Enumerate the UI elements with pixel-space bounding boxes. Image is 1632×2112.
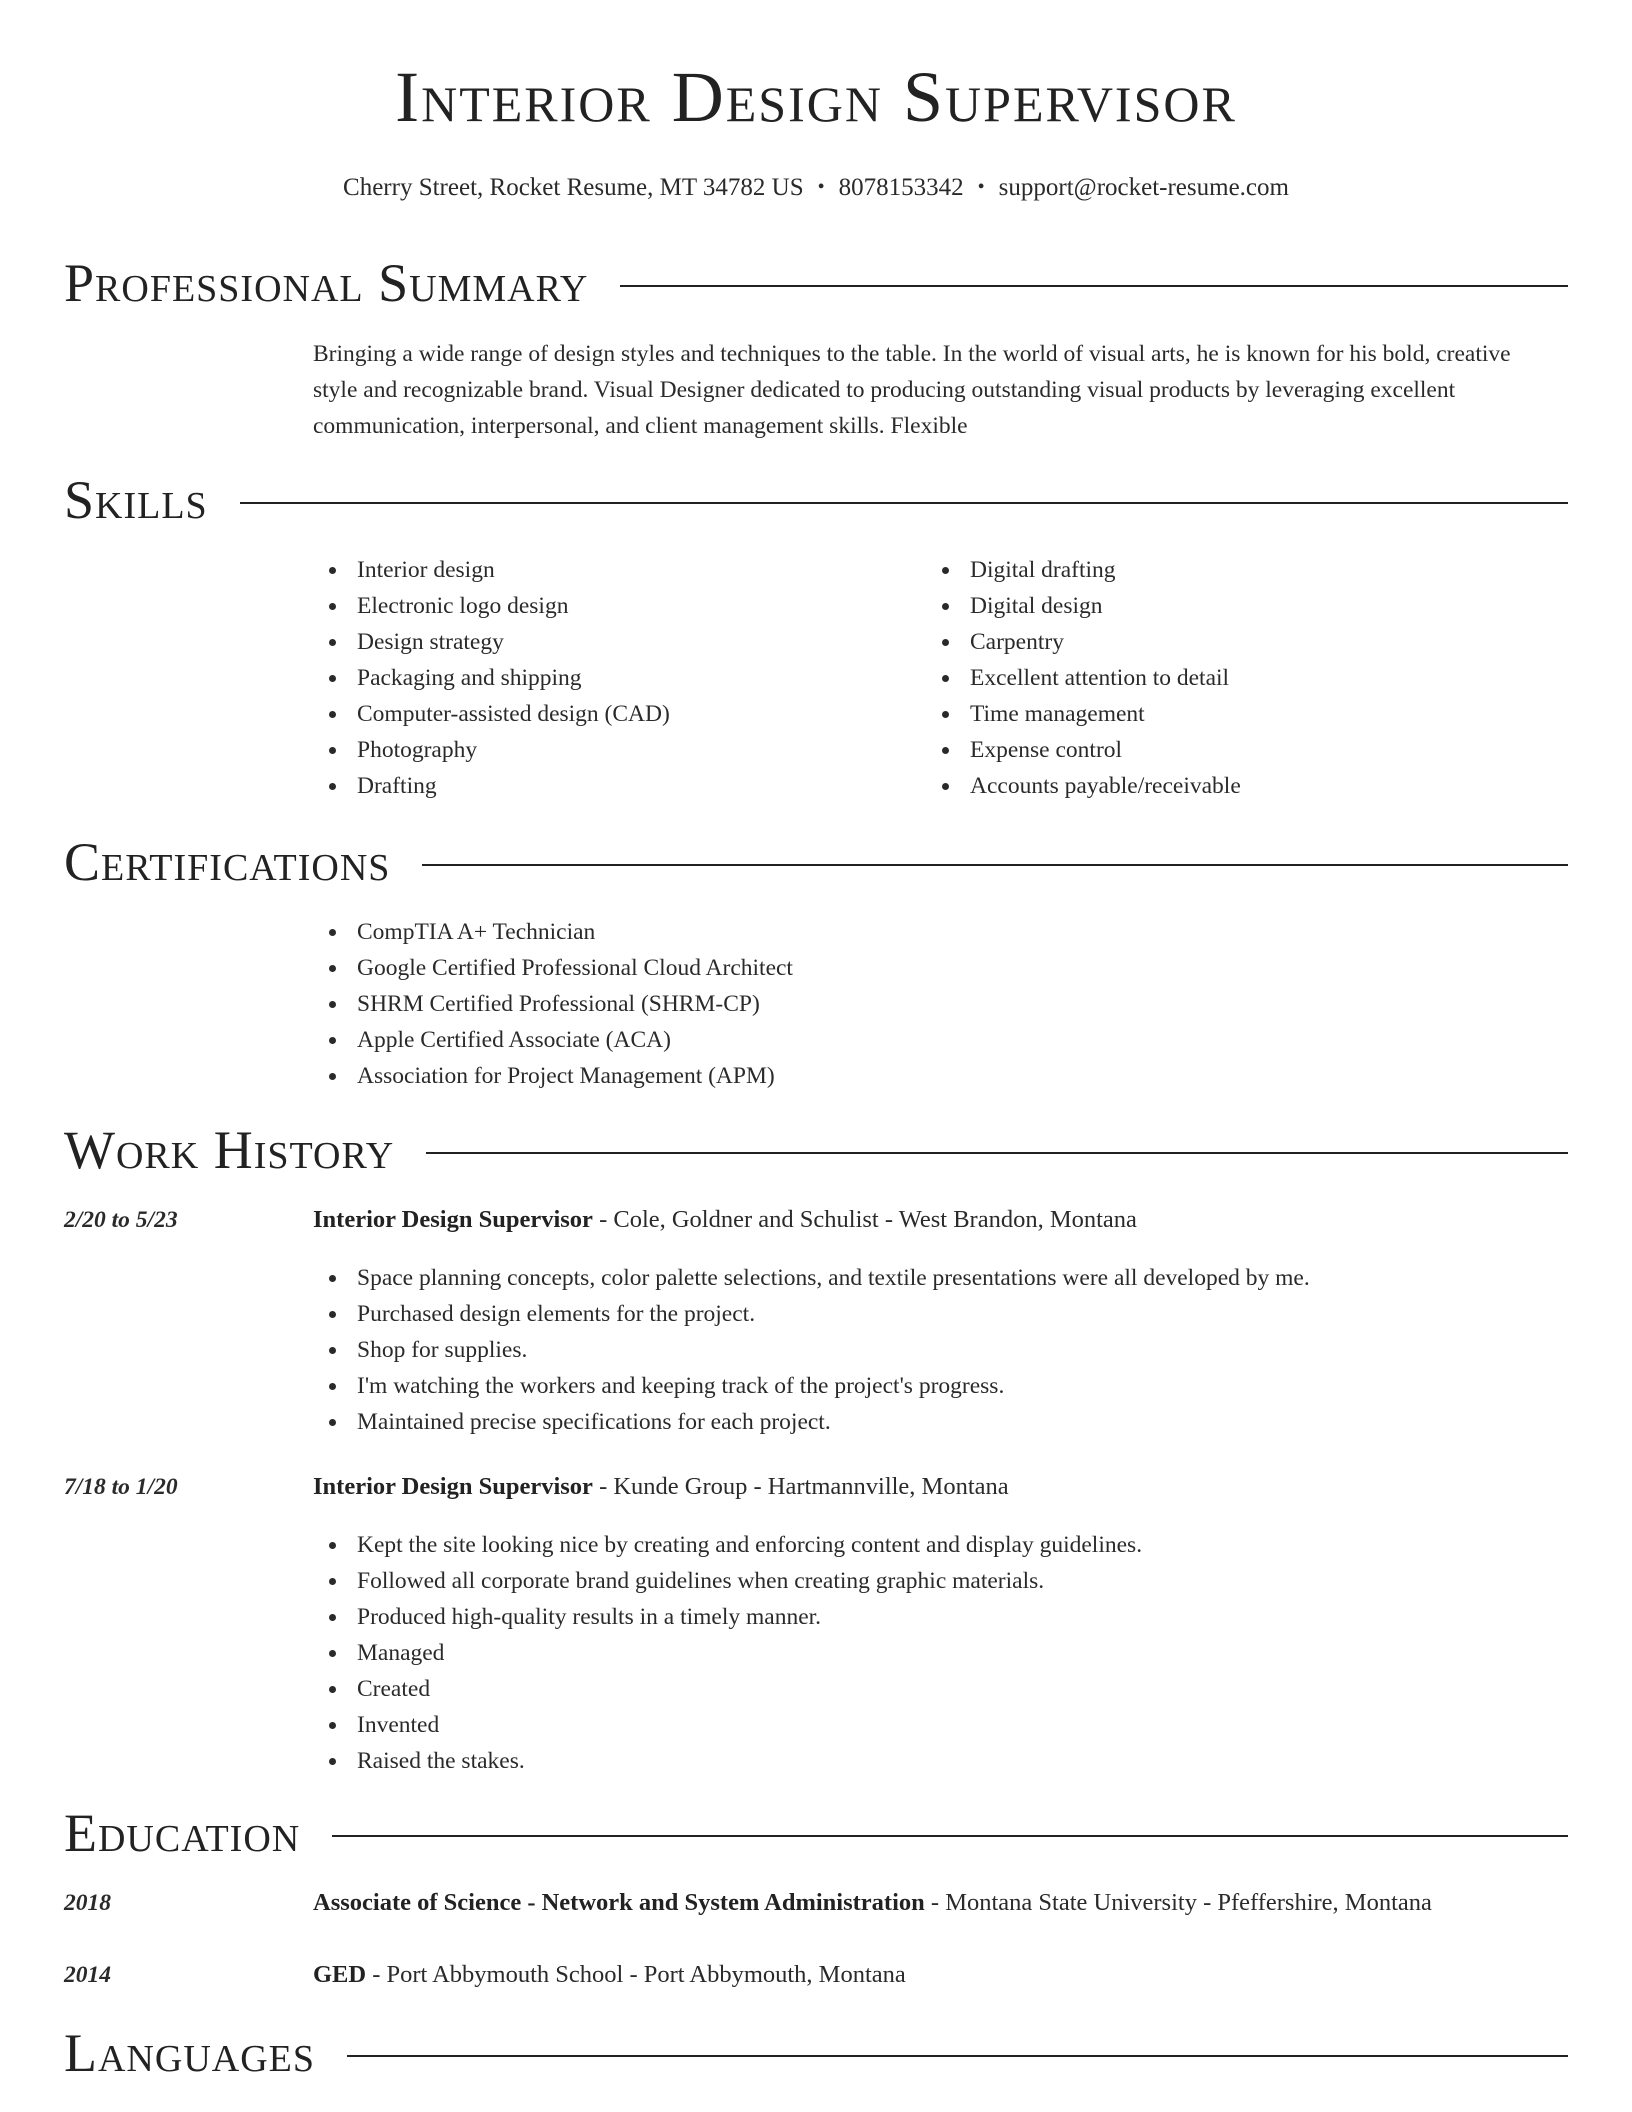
section-heading-skills xyxy=(64,467,1568,533)
job-employer: - Kunde Group - Hartmannville, Montana xyxy=(592,1473,1009,1500)
contact-address: Cherry Street, Rocket Resume, MT 34782 US xyxy=(343,174,804,201)
skill-item: Expense control xyxy=(926,732,1241,768)
skill-item: Photography xyxy=(313,732,670,768)
contact-phone: 8078153342 xyxy=(838,174,964,201)
job-header xyxy=(313,1473,1009,1501)
section-title: Education xyxy=(64,1803,301,1863)
contact-separator: • xyxy=(817,176,825,198)
education-degree: GED xyxy=(313,1961,367,1988)
section-title: Languages xyxy=(64,2023,315,2083)
skill-item: Drafting xyxy=(313,768,670,804)
job-bullet: Invented xyxy=(313,1707,1142,1743)
job-bullets xyxy=(313,1527,1142,1779)
section-heading-education xyxy=(64,1800,1568,1866)
job-dates: 2/20 to 5/23 xyxy=(64,1207,178,1233)
skill-item: Accounts payable/receivable xyxy=(926,768,1241,804)
education-school: - Montana State University - Pfeffershire, Montana xyxy=(924,1889,1432,1916)
section-divider xyxy=(620,285,1568,287)
job-bullet: Followed all corporate brand guidelines when creating graphic materials. xyxy=(313,1563,1142,1599)
contact-separator: • xyxy=(977,176,985,198)
job-bullet: Maintained precise specifications for each project. xyxy=(313,1404,1310,1440)
skill-item: Design strategy xyxy=(313,624,670,660)
skill-item: Packaging and shipping xyxy=(313,660,670,696)
skill-item: Computer-assisted design (CAD) xyxy=(313,696,670,732)
job-bullet: Managed xyxy=(313,1635,1142,1671)
section-heading-work-history xyxy=(64,1117,1568,1183)
certifications-list xyxy=(313,914,793,1094)
job-title: Interior Design Supervisor xyxy=(313,1206,593,1233)
skill-item: Interior design xyxy=(313,552,670,588)
section-divider xyxy=(347,2055,1568,2057)
skill-item: Digital drafting xyxy=(926,552,1241,588)
education-school: - Port Abbymouth School - Port Abbymouth, Montana xyxy=(366,1961,906,1988)
section-divider xyxy=(422,864,1568,866)
job-title: Interior Design Supervisor xyxy=(313,1473,593,1500)
contact-email: support@rocket-resume.com xyxy=(998,174,1289,201)
job-bullet: Produced high-quality results in a timely manner. xyxy=(313,1599,1142,1635)
section-heading-summary xyxy=(64,250,1568,316)
certification-item: Association for Project Management (APM) xyxy=(313,1058,793,1094)
job-header xyxy=(313,1206,1137,1234)
skill-item: Excellent attention to detail xyxy=(926,660,1241,696)
job-bullet: Purchased design elements for the project. xyxy=(313,1296,1310,1332)
summary-text: Bringing a wide range of design styles and techniques to the table. In the world of visual arts, he is known for his bold, creative style and recognizable brand. Visual Designer dedicated to producing outstanding visual products by leveraging excellent communication, interpersonal, and client management skills. Flexible xyxy=(313,341,1511,439)
contact-line xyxy=(0,174,1632,202)
job-bullet: Shop for supplies. xyxy=(313,1332,1310,1368)
skills-column-right xyxy=(926,552,1241,804)
section-divider xyxy=(332,1835,1568,1837)
section-title: Professional Summary xyxy=(64,253,589,313)
education-entry xyxy=(313,1889,1432,1917)
certification-item: Apple Certified Associate (ACA) xyxy=(313,1022,793,1058)
education-entry xyxy=(313,1961,906,1989)
skill-item: Carpentry xyxy=(926,624,1241,660)
job-employer: - Cole, Goldner and Schulist - West Brandon, Montana xyxy=(592,1206,1137,1233)
job-bullet: Created xyxy=(313,1671,1142,1707)
education-year: 2014 xyxy=(64,1962,111,1988)
education-year: 2018 xyxy=(64,1890,111,1916)
education-degree: Associate of Science - Network and System Administration xyxy=(313,1889,925,1916)
job-bullet: Space planning concepts, color palette selections, and textile presentations were all developed by me. xyxy=(313,1260,1310,1296)
skill-item: Electronic logo design xyxy=(313,588,670,624)
section-heading-certifications xyxy=(64,829,1568,895)
skills-column-left xyxy=(313,552,670,804)
resume-name: Interior Design Supervisor xyxy=(395,57,1237,137)
section-divider xyxy=(426,1152,1568,1154)
certification-item: Google Certified Professional Cloud Architect xyxy=(313,950,793,986)
job-bullets xyxy=(313,1260,1310,1440)
section-divider xyxy=(240,502,1568,504)
section-title: Work History xyxy=(64,1120,395,1180)
skill-item: Digital design xyxy=(926,588,1241,624)
section-heading-languages xyxy=(64,2020,1568,2086)
section-title: Skills xyxy=(64,470,208,530)
skill-item: Time management xyxy=(926,696,1241,732)
job-bullet: Kept the site looking nice by creating and enforcing content and display guidelines. xyxy=(313,1527,1142,1563)
certification-item: CompTIA A+ Technician xyxy=(313,914,793,950)
certification-item: SHRM Certified Professional (SHRM-CP) xyxy=(313,986,793,1022)
job-bullet: Raised the stakes. xyxy=(313,1743,1142,1779)
job-bullet: I'm watching the workers and keeping track of the project's progress. xyxy=(313,1368,1310,1404)
section-title: Certifications xyxy=(64,832,391,892)
job-dates: 7/18 to 1/20 xyxy=(64,1474,178,1500)
